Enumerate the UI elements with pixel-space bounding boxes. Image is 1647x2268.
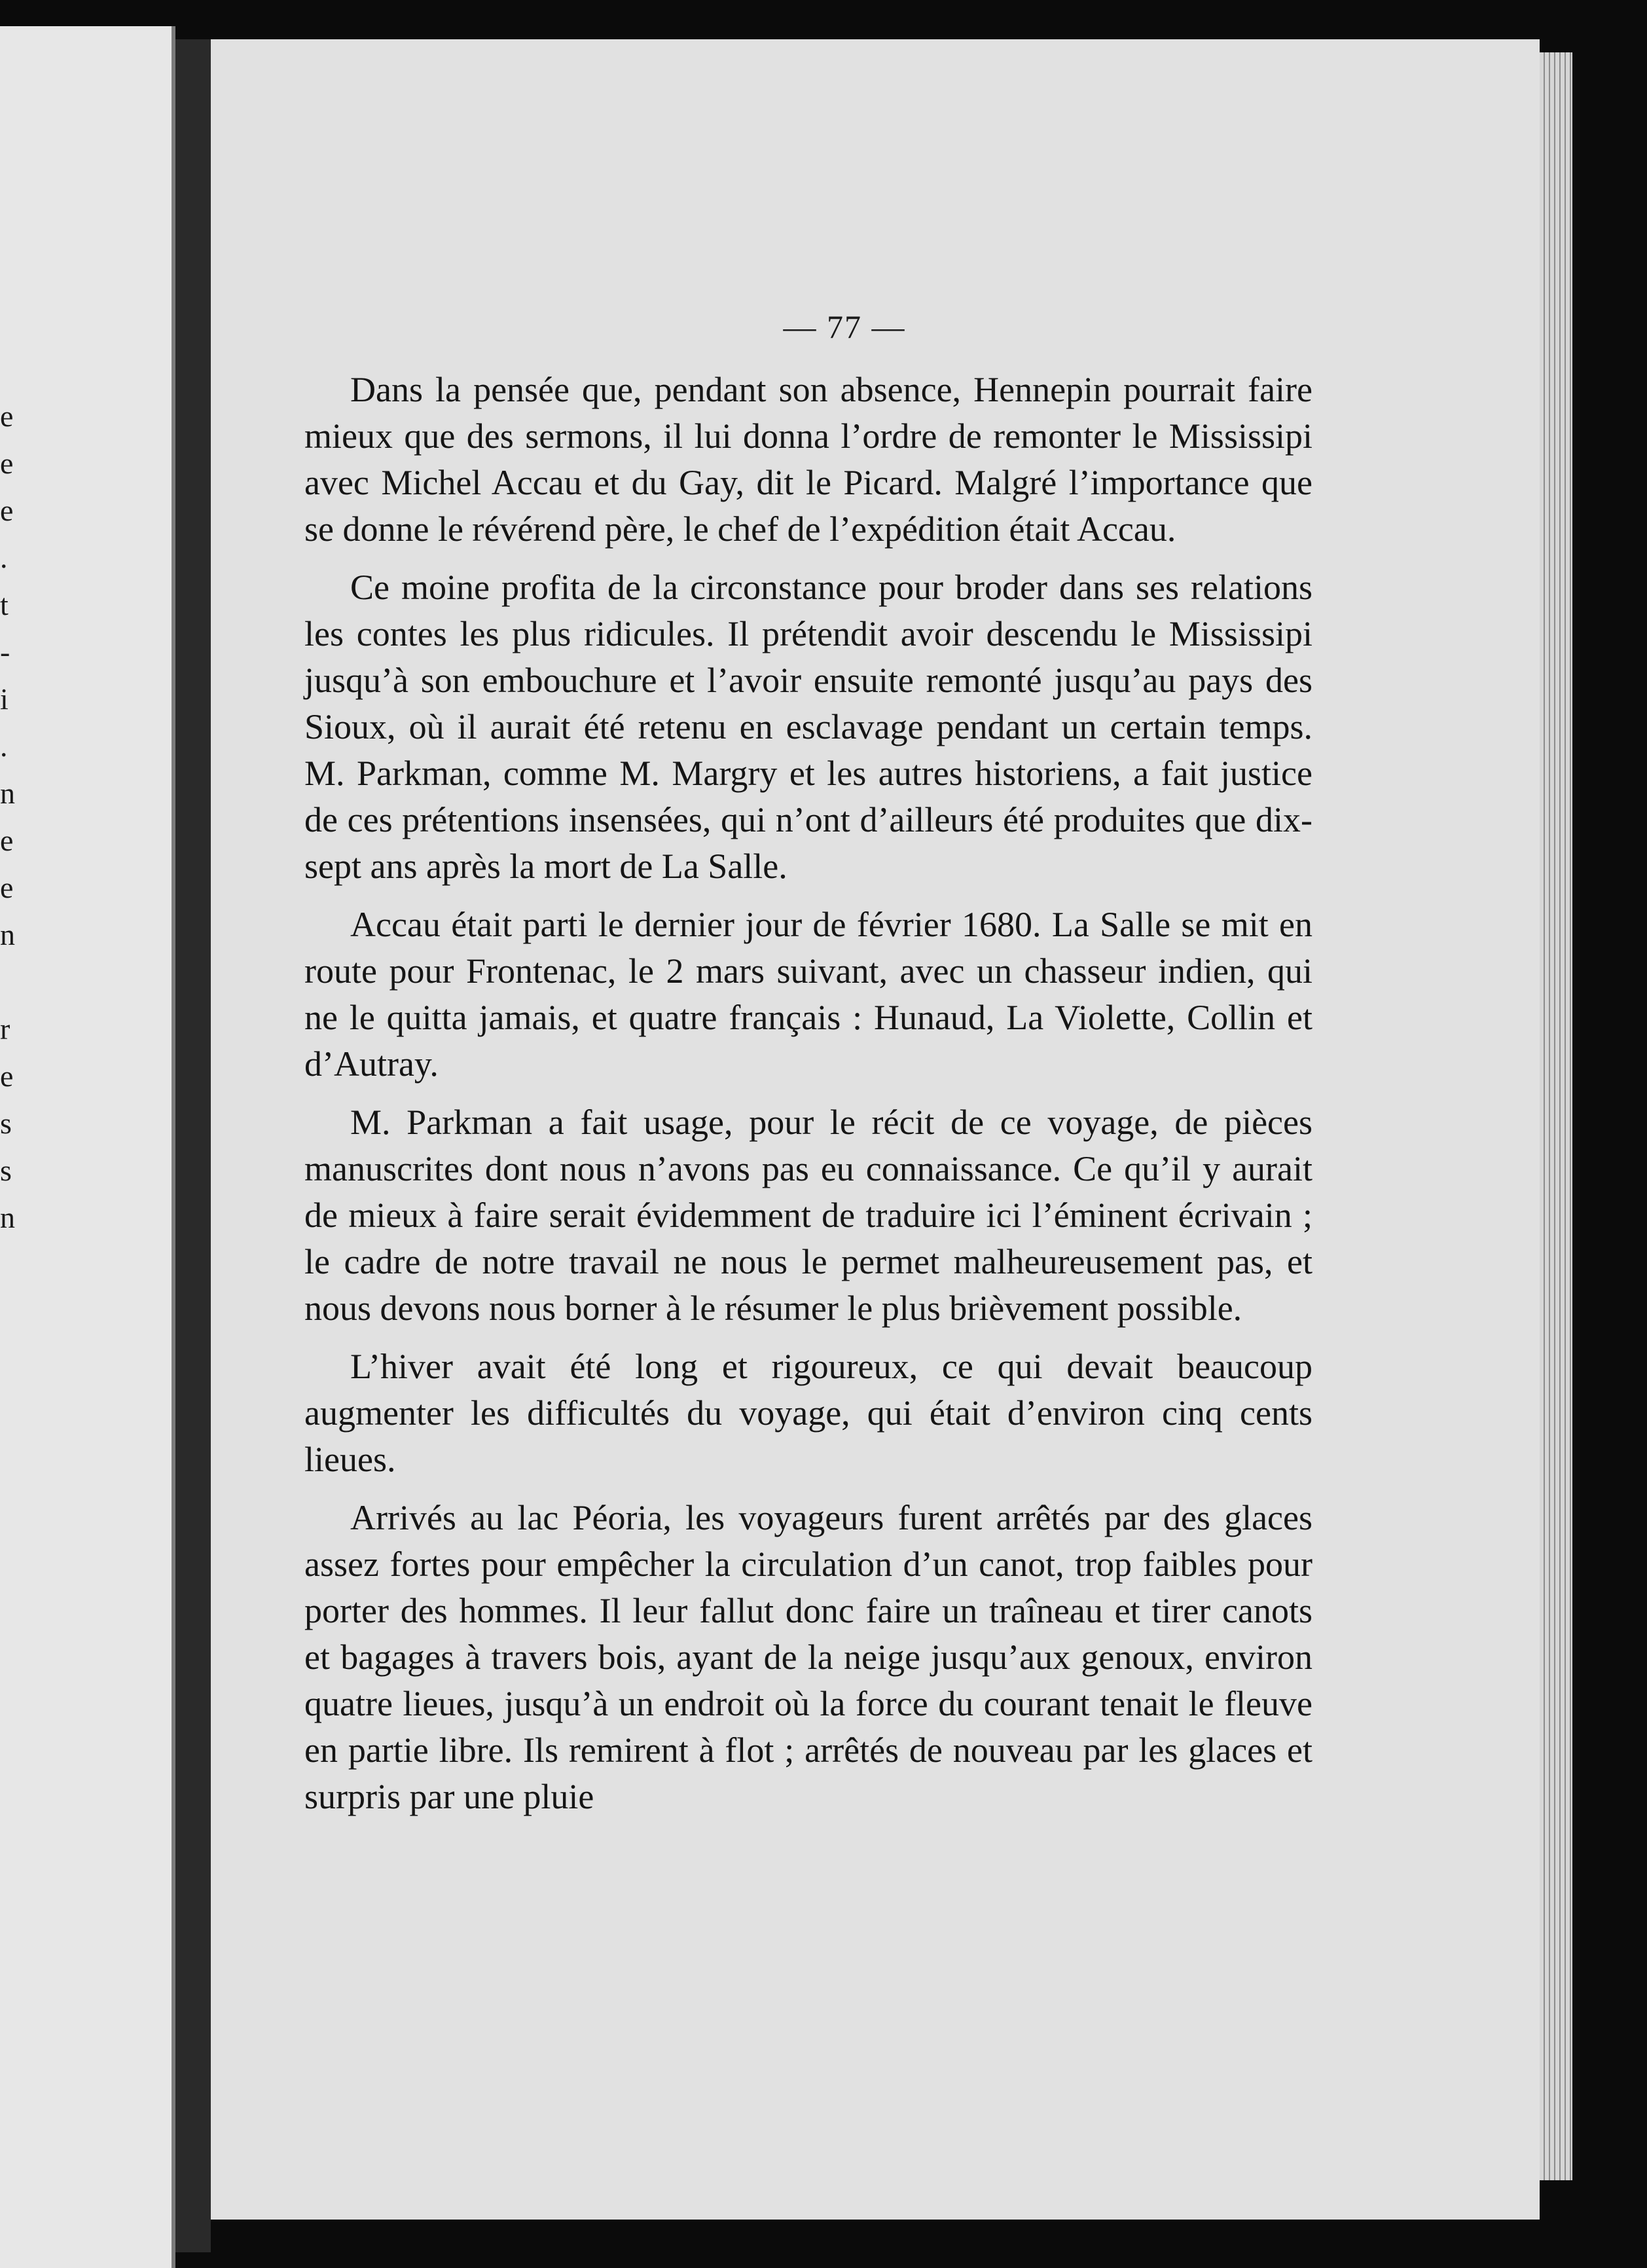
margin-letter: n xyxy=(0,918,15,951)
paragraph: Ce moine profita de la circonstance pour broder dans ses relations les contes les plus ridicules. Il prétendit avoir descendu le Mississipi jusqu’à son embouchure et l’avoir ensuite remonté jusqu’au pays des Sioux, où il aurait été retenu en esclavage pendant un certain temps. M. Parkman, comme M. Margry et les autres historiens, a fait justice de ces prétentions insensées, qui n’ont d’ailleurs été produites que dix-sept ans après la mort de La Salle. xyxy=(304,568,1312,886)
margin-letter: n xyxy=(0,1201,15,1234)
margin-letter: . xyxy=(0,541,8,574)
left-page-margin-letters xyxy=(0,393,20,1241)
paragraph: Dans la pensée que, pendant son absence, Hennepin pourrait faire mieux que des sermons, il lui donna l’ordre de remonter le Mississipi avec Michel Accau et du Gay, dit le Picard. Malgré l’importance que se donne le révérend père, le chef de l’expédition était Accau. xyxy=(304,370,1312,549)
paragraph: Accau était parti le dernier jour de février 1680. La Salle se mit en route pour Frontenac, le 2 mars suivant, avec un chasseur indien, qui ne le quitta jamais, et quatre français : Hunaud, La Violette, Collin et d’Autray. xyxy=(304,905,1312,1084)
margin-letter: s xyxy=(0,1107,12,1140)
margin-letter: r xyxy=(0,1012,10,1046)
margin-letter: e xyxy=(0,1059,14,1093)
margin-letter: n xyxy=(0,777,15,810)
paragraph: L’hiver avait été long et rigoureux, ce qui devait beaucoup augmenter les difficultés du voyage, qui était d’environ cinq cents lieues. xyxy=(304,1347,1312,1479)
paragraph: Arrivés au lac Péoria, les voyageurs furent arrêtés par des glaces assez fortes pour empêcher la circulation d’un canot, trop faibles pour porter des hommes. Il leur fallut donc faire un traîneau et tirer canots et bagages à travers bois, ayant de la neige jusqu’aux genoux, environ quatre lieues, jusqu’à un endroit où la force du courant tenait le fleuve en partie libre. Ils remirent à flot ; arrêtés de nouveau par les glaces et surpris par une pluie xyxy=(304,1498,1312,1816)
margin-letter: e xyxy=(0,399,14,433)
margin-letter: t xyxy=(0,588,9,621)
margin-letter: i xyxy=(0,682,9,716)
page-number: — 77 — xyxy=(783,308,906,345)
body-text xyxy=(304,367,1312,1820)
margin-letter: e xyxy=(0,824,14,857)
margin-letter: e xyxy=(0,494,14,527)
margin-letter: - xyxy=(0,635,10,668)
book-gutter xyxy=(175,39,211,2252)
margin-letter: s xyxy=(0,1154,12,1187)
paragraph: M. Parkman a fait usage, pour le récit de ce voyage, de pièces manuscrites dont nous n’avons pas eu connaissance. Ce qu’il y aurait de mieux à faire serait évidemment de traduire ici l’éminent écrivain ; le cadre de notre travail ne nous le permet malheureusement pas, et nous devons nous borner à le résumer le plus brièvement possible. xyxy=(304,1103,1312,1328)
page-edges xyxy=(1540,52,1572,2180)
margin-letter: . xyxy=(0,729,8,763)
margin-letter xyxy=(0,959,20,1006)
margin-letter: e xyxy=(0,871,14,904)
left-page-fragment xyxy=(0,26,175,2268)
margin-letter: e xyxy=(0,447,14,480)
